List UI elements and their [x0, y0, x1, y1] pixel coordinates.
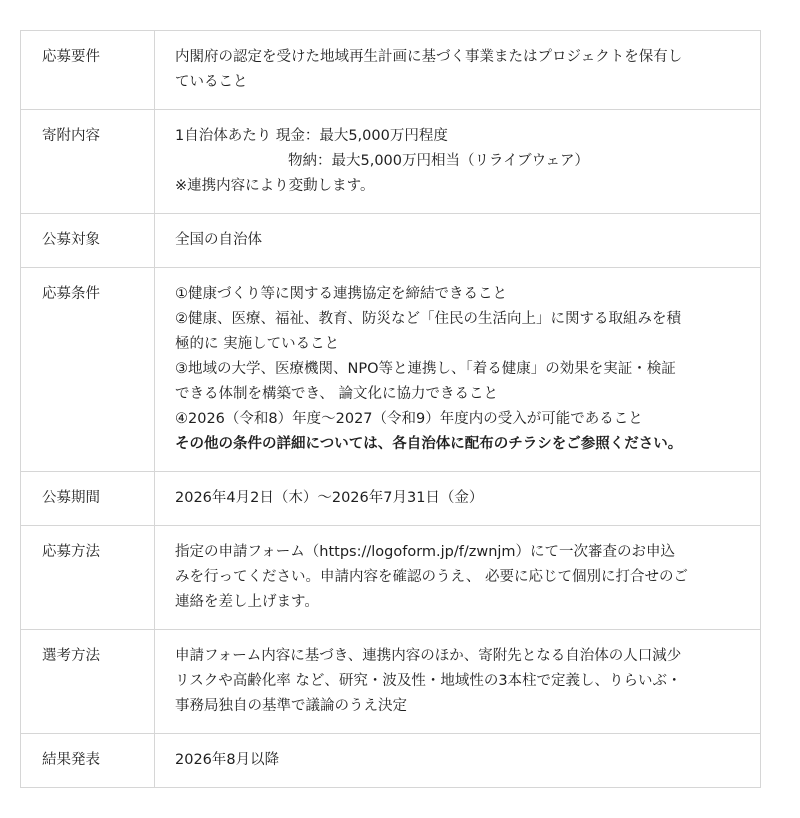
- table-row: [21, 214, 761, 268]
- value-line: 申請フォーム内容に基づき、連携内容のほか、寄附先となる自治体の人口減少: [175, 648, 682, 664]
- table-row: [21, 472, 761, 526]
- value-line: ていること: [175, 74, 248, 90]
- value-line: 全国の自治体: [175, 232, 262, 248]
- row-value: [155, 268, 761, 472]
- value-line: リスクや高齢化率 など、研究・波及性・地域性の3本柱で定義し、りらいぶ・: [175, 673, 682, 689]
- value-line: 2026年8月以降: [175, 752, 280, 768]
- table-row: [21, 110, 761, 214]
- value-line: 2026年4月2日（木）～2026年7月31日（金）: [175, 490, 484, 506]
- row-value: [155, 472, 761, 526]
- row-label: 結果発表: [21, 734, 155, 788]
- row-label: 寄附内容: [21, 110, 155, 214]
- value-line-emphasis: その他の条件の詳細については、各自治体に配布のチラシをご参照ください。: [175, 436, 683, 452]
- row-label: 応募要件: [21, 31, 155, 110]
- value-line: ④2026（令和8）年度～2027（令和9）年度内の受入が可能であること: [175, 411, 643, 427]
- value-line: できる体制を構築でき、 論文化に協力できること: [175, 386, 499, 402]
- value-line: 内閣府の認定を受けた地域再生計画に基づく事業またはプロジェクトを保有し: [175, 49, 683, 65]
- table-row: [21, 734, 761, 788]
- value-line: ③地域の大学、医療機関、NPO等と連携し、「着る健康」の効果を実証・検証: [175, 361, 676, 377]
- value-line: みを行ってください。申請内容を確認のうえ、 必要に応じて個別に打合せのご: [175, 569, 688, 585]
- info-table: [20, 30, 761, 788]
- row-value: [155, 630, 761, 734]
- row-value: [155, 110, 761, 214]
- table-row: [21, 526, 761, 630]
- value-line: 物納：最大5,000万円相当（リライブウェア）: [288, 153, 590, 169]
- row-value: [155, 734, 761, 788]
- row-value: [155, 526, 761, 630]
- row-value: [155, 214, 761, 268]
- value-line: 極的に 実施していること: [175, 336, 340, 352]
- value-line: ①健康づくり等に関する連携協定を締結できること: [175, 286, 507, 302]
- row-label: 公募対象: [21, 214, 155, 268]
- row-label: 応募条件: [21, 268, 155, 472]
- table-row: [21, 268, 761, 472]
- value-line: 指定の申請フォーム（https://logoform.jp/f/zwnjm）にて一次審査のお申込: [175, 544, 676, 560]
- value-line: 事務局独自の基準で議論のうえ決定: [175, 698, 407, 714]
- value-line: 1自治体あたり 現金：最大5,000万円程度: [175, 128, 448, 144]
- table-row: [21, 31, 761, 110]
- row-label: 選考方法: [21, 630, 155, 734]
- row-label: 応募方法: [21, 526, 155, 630]
- value-line: ②健康、医療、福祉、教育、防災など「住民の生活向上」に関する取組みを積: [175, 311, 681, 327]
- row-value: [155, 31, 761, 110]
- value-line: 連絡を差し上げます。: [175, 594, 319, 610]
- row-label: 公募期間: [21, 472, 155, 526]
- value-line: ※連携内容により変動します。: [175, 178, 375, 194]
- table-row: [21, 630, 761, 734]
